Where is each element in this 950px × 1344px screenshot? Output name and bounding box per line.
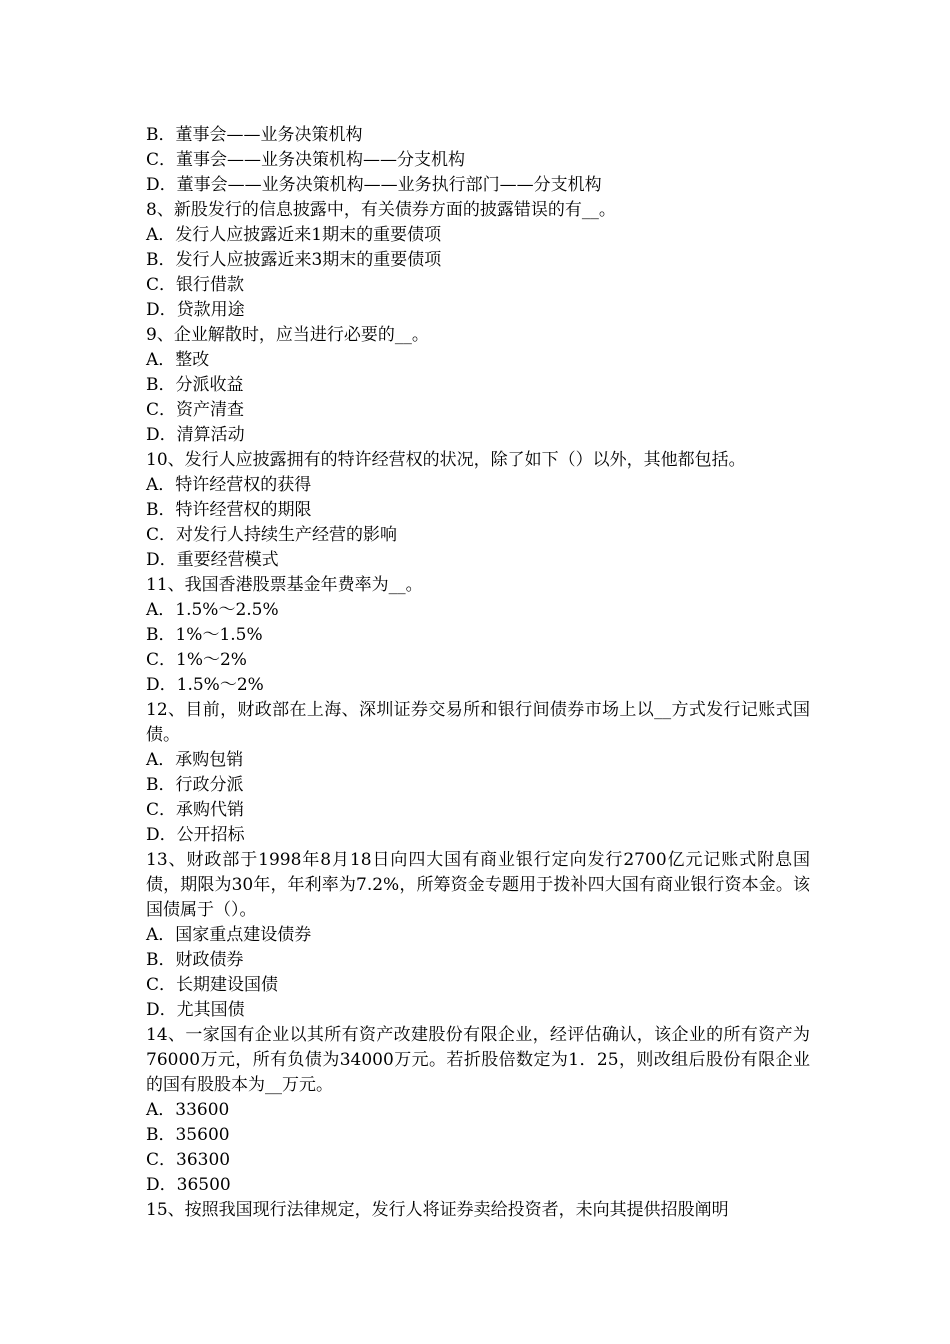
answer-option: D．公开招标 bbox=[146, 825, 245, 845]
answer-option: D．贷款用途 bbox=[146, 300, 245, 320]
answer-option: D．尤其国债 bbox=[146, 1000, 245, 1020]
answer-option: A．国家重点建设债券 bbox=[146, 925, 312, 945]
answer-option: B．特许经营权的期限 bbox=[146, 500, 312, 520]
answer-option: A．33600 bbox=[146, 1100, 230, 1120]
answer-option: B．发行人应披露近来3期末的重要债项 bbox=[146, 250, 442, 270]
answer-option: A．整改 bbox=[146, 350, 210, 370]
question-text: 14、一家国有企业以其所有资产改建股份有限企业，经评估确认，该企业的所有资产为76000万元，所有负债为34000万元。若折股倍数定为1．25，则改组后股份有限企业的国有股股本为__万元。 bbox=[146, 1025, 810, 1095]
answer-option: D．重要经营模式 bbox=[146, 550, 279, 570]
answer-option: C．董事会——业务决策机构——分支机构 bbox=[146, 150, 466, 170]
answer-option: B．财政债券 bbox=[146, 950, 244, 970]
answer-option: C．对发行人持续生产经营的影响 bbox=[146, 525, 398, 545]
answer-option: B．行政分派 bbox=[146, 775, 244, 795]
document-body bbox=[146, 123, 810, 1223]
answer-option: D．1.5%～2% bbox=[146, 675, 264, 695]
answer-option: C．银行借款 bbox=[146, 275, 245, 295]
answer-option: C．资产清查 bbox=[146, 400, 245, 420]
answer-option: B．1%～1.5% bbox=[146, 625, 263, 645]
answer-option: C．36300 bbox=[146, 1150, 231, 1170]
answer-option: C．承购代销 bbox=[146, 800, 245, 820]
question-text: 8、新股发行的信息披露中，有关债券方面的披露错误的有__。 bbox=[146, 200, 616, 220]
answer-option: A．发行人应披露近来1期末的重要债项 bbox=[146, 225, 442, 245]
question-text: 12、目前，财政部在上海、深圳证券交易所和银行间债券市场上以__方式发行记账式国债。 bbox=[146, 700, 810, 745]
answer-option: A．1.5%～2.5% bbox=[146, 600, 279, 620]
answer-option: D．36500 bbox=[146, 1175, 231, 1195]
answer-option: B．35600 bbox=[146, 1125, 230, 1145]
question-text: 9、企业解散时，应当进行必要的__。 bbox=[146, 325, 429, 345]
answer-option: C．1%～2% bbox=[146, 650, 247, 670]
answer-option: A．承购包销 bbox=[146, 750, 244, 770]
answer-option: C．长期建设国债 bbox=[146, 975, 279, 995]
question-text: 13、财政部于1998年8月18日向四大国有商业银行定向发行2700亿元记账式附息国债，期限为30年，年利率为7.2%，所筹资金专题用于拨补四大国有商业银行资本金。该国债属于（）。 bbox=[146, 850, 810, 920]
answer-option: B．分派收益 bbox=[146, 375, 244, 395]
answer-option: D．董事会——业务决策机构——业务执行部门——分支机构 bbox=[146, 175, 602, 195]
question-text: 10、发行人应披露拥有的特许经营权的状况，除了如下（）以外，其他都包括。 bbox=[146, 450, 746, 470]
answer-option: D．清算活动 bbox=[146, 425, 245, 445]
question-text: 15、按照我国现行法律规定，发行人将证券卖给投资者，未向其提供招股阐明 bbox=[146, 1200, 729, 1220]
answer-option: A．特许经营权的获得 bbox=[146, 475, 312, 495]
question-text: 11、我国香港股票基金年费率为__。 bbox=[146, 575, 423, 595]
answer-option: B．董事会——业务决策机构 bbox=[146, 125, 363, 145]
